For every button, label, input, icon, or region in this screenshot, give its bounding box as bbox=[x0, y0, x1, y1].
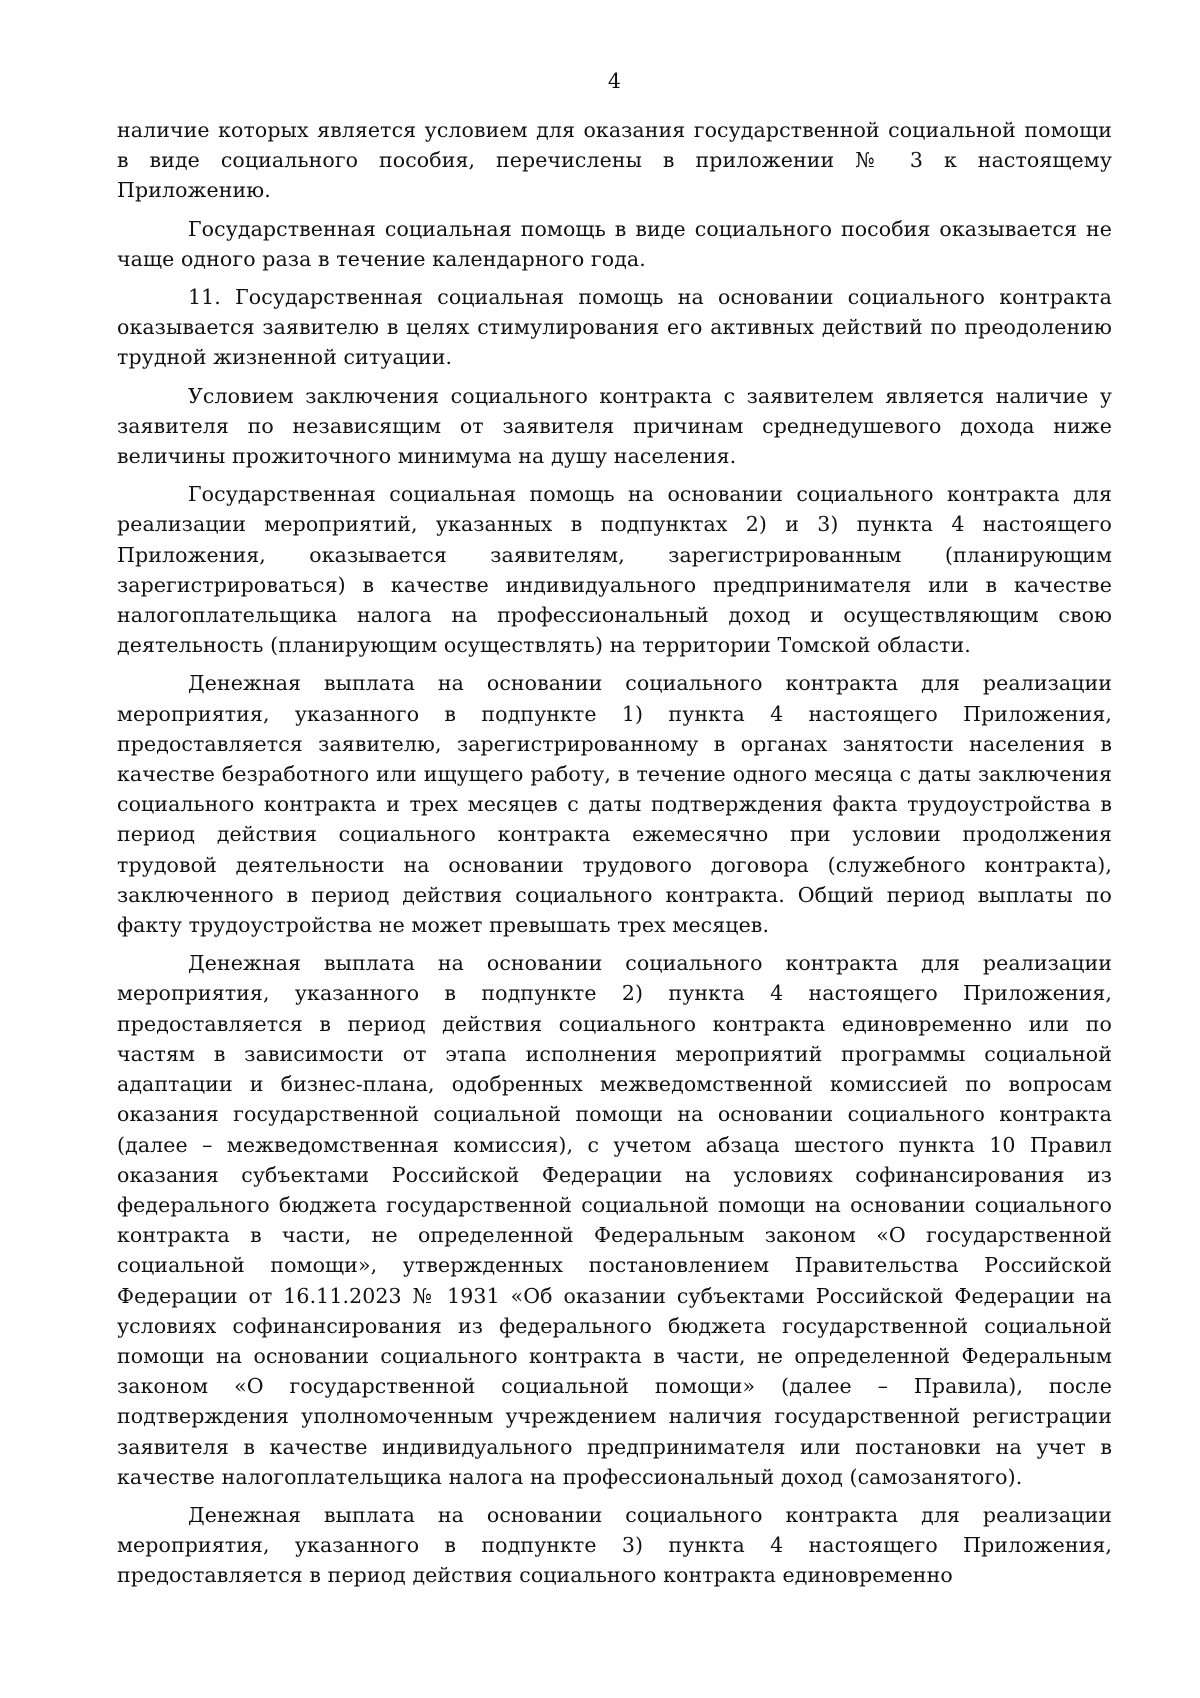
paragraph-payment-subitem-2: Денежная выплата на основании социального контракта для реализации мероприятия, указанного в подпункте 2) пункта 4 настоящего Приложения, предоставляется в период действия социального контракта единовременно или по частям в зависимости от этапа исполнения мероприятий программы социальной адаптации и бизнес-плана, одобренных межведомственной комиссией по вопросам оказания государственной социальной помощи на основании социального контракта (далее – межведомственная комиссия), с учетом абзаца шестого пункта 10 Правил оказания субъектами Российской Федерации на условиях софинансирования из федерального бюджета государственной социальной помощи на основании социального контракта в части, не определенной Федеральным законом «О государственной социальной помощи», утвержденных постановлением Правительства Российской Федерации от 16.11.2023 № 1931 «Об оказании субъектами Российской Федерации на условиях софинансирования из федерального бюджета государственной социальной помощи на основании социального контракта в части, не определенной Федеральным законом «О государственной социальной помощи» (далее – Правила), после подтверждения уполномоченным учреждением наличия государственной регистрации заявителя в качестве индивидуального предпринимателя или постановки на учет в качестве налогоплательщика налога на профессиональный доход (самозанятого). bbox=[117, 951, 1112, 1489]
paragraph-contract-condition: Условием заключения социального контракта с заявителем является наличие у заявителя по независящим от заявителя причинам среднедушевого дохода ниже величины прожиточного минимума на душу населения. bbox=[117, 383, 1112, 469]
paragraph-allowance-frequency: Государственная социальная помощь в виде социального пособия оказывается не чаще одного раза в течение календарного года. bbox=[117, 216, 1112, 271]
paragraph-payment-subitem-1: Денежная выплата на основании социального контракта для реализации мероприятия, указанного в подпункте 1) пункта 4 настоящего Приложения, предоставляется заявителю, зарегистрированному в органах занятости населения в качестве безработного или ищущего работу, в течение одного месяца с даты заключения социального контракта и трех месяцев с даты подтверждения факта трудоустройства в период действия социального контракта ежемесячно при условии продолжения трудовой деятельности на основании трудового договора (служебного контракта), заключенного в период действия социального контракта. Общий период выплаты по факту трудоустройства не может превышать трех месяцев. bbox=[117, 671, 1112, 938]
paragraph-entrepreneur-assistance: Государственная социальная помощь на основании социального контракта для реализации мероприятий, указанных в подпунктах 2) и 3) пункта 4 настоящего Приложения, оказывается заявителям, зарегистрированным (планирующим зарегистрироваться) в качестве индивидуального предпринимателя или в качестве налогоплательщика налога на профессиональный доход и осуществляющим свою деятельность (планирующим осуществлять) на территории Томской области. bbox=[117, 482, 1112, 658]
paragraph-continuation: наличие которых является условием для оказания государственной социальной помощи в виде социального пособия, перечислены в приложении № 3 к настоящему Приложению. bbox=[117, 118, 1112, 203]
page-number: 4 bbox=[607, 69, 622, 93]
paragraph-item-11: 11. Государственная социальная помощь на основании социального контракта оказывается заявителю в целях стимулирования его активных действий по преодолению трудной жизненной ситуации. bbox=[117, 285, 1112, 370]
paragraph-payment-subitem-3: Денежная выплата на основании социального контракта для реализации мероприятия, указанного в подпункте 3) пункта 4 настоящего Приложения, предоставляется в период действия социального контракта единовременно bbox=[117, 1502, 1112, 1588]
